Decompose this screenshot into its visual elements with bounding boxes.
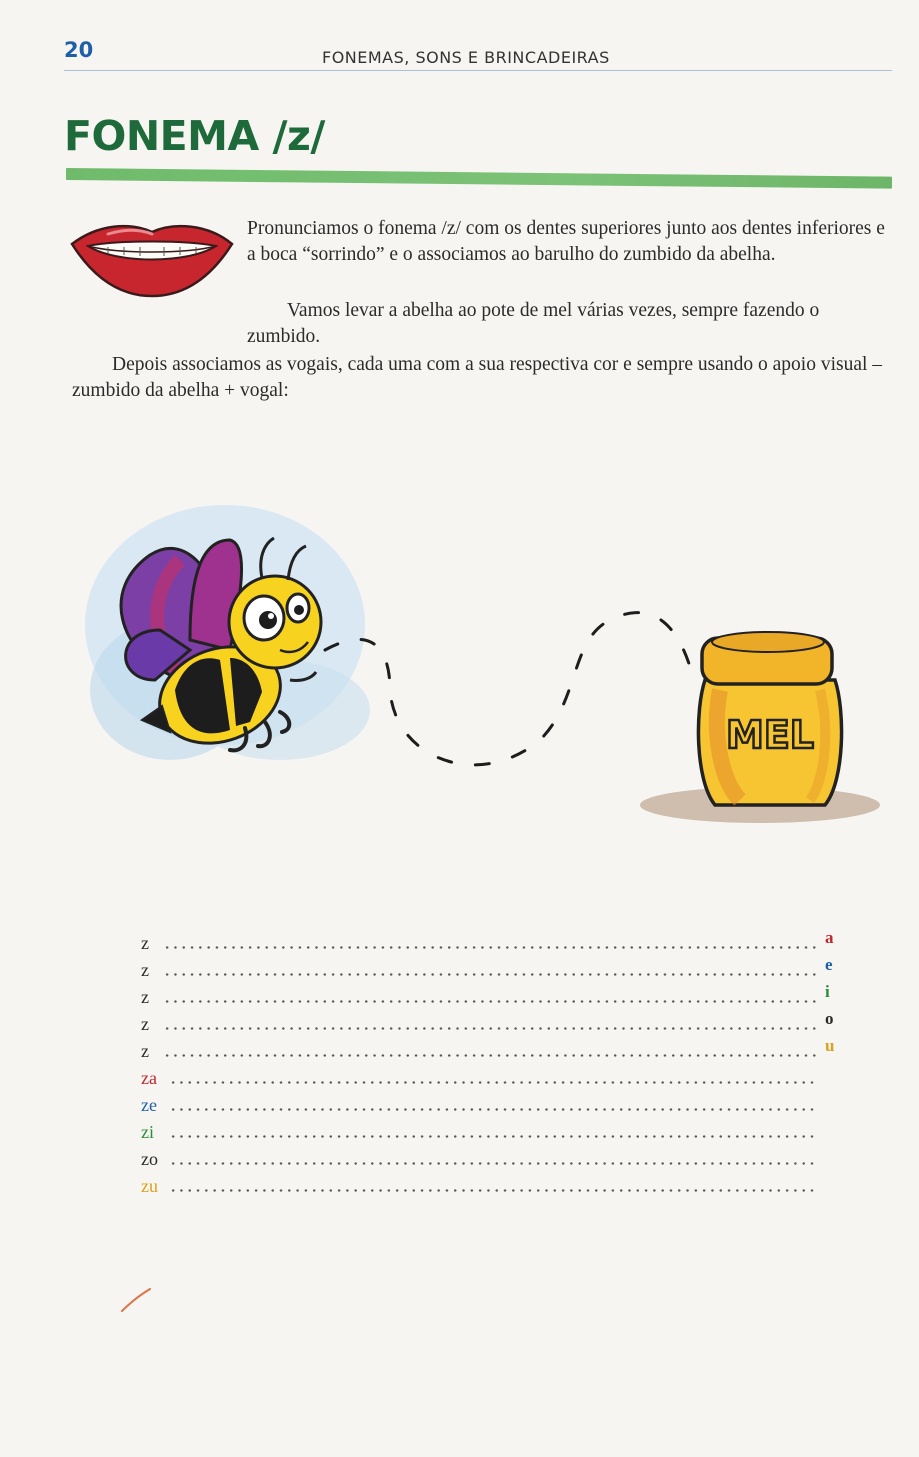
dotted-guide-line: [163, 946, 818, 949]
drill-row: [141, 957, 861, 984]
honey-jar-icon: [698, 632, 841, 805]
drill-vowel: o: [825, 1009, 834, 1028]
jar-label: MEL: [726, 713, 814, 757]
drill-prefix: zo: [141, 1149, 158, 1169]
drill-vowel: u: [825, 1036, 835, 1055]
page-number: 20: [64, 38, 94, 62]
drill-row: [141, 984, 861, 1011]
dotted-guide-line: [169, 1108, 817, 1111]
drill-prefix: z: [141, 960, 149, 980]
header-rule: [64, 70, 892, 71]
drill-prefix: z: [141, 1014, 149, 1034]
paragraph-vowel-association: Depois associamos as vogais, cada uma com a sua respectiva cor e sempre usando o apoio visual – zumbido da abelha + vogal:: [72, 354, 883, 401]
drill-prefix: za: [141, 1068, 157, 1088]
drill-row: [141, 1065, 861, 1092]
drill-prefix: z: [141, 1041, 149, 1061]
dotted-guide-line: [169, 1135, 817, 1138]
drill-row: [141, 930, 861, 957]
drill-prefix: ze: [141, 1095, 157, 1115]
flight-path: [325, 613, 695, 765]
drill-vowel: e: [825, 955, 833, 974]
drill-prefix: z: [141, 987, 149, 1007]
dotted-guide-line: [163, 1027, 818, 1030]
dotted-guide-line: [169, 1081, 817, 1084]
drill-row: [141, 1092, 861, 1119]
paragraph-pronunciation: Pronunciamos o fonema /z/ com os dentes superiores junto aos dentes inferiores e a boca “sorrindo” e o associamos ao barulho do zumbido da abelha.: [247, 218, 885, 265]
running-header: FONEMAS, SONS E BRINCADEIRAS: [322, 48, 610, 67]
dotted-guide-line: [163, 973, 818, 976]
drill-vowel: a: [825, 928, 834, 947]
drill-row: [141, 1119, 861, 1146]
drill-prefix: z: [141, 933, 149, 953]
drill-row: [141, 1173, 861, 1200]
smiling-lips-icon: [68, 220, 236, 298]
drill-row: [141, 1038, 861, 1065]
drill-vowel: i: [825, 982, 830, 1001]
dotted-guide-line: [163, 1054, 818, 1057]
drill-prefix: zu: [141, 1176, 158, 1196]
dotted-guide-line: [169, 1189, 817, 1192]
pen-stroke-mark: [118, 1285, 154, 1315]
dotted-guide-line: [163, 1000, 818, 1003]
drill-prefix: zi: [141, 1122, 154, 1142]
chapter-title: FONEMA /z/: [64, 112, 325, 160]
paragraph-bee-activity: Vamos levar a abelha ao pote de mel várias vezes, sempre fazendo o zumbido.: [247, 300, 820, 347]
bee-honey-illustration: [80, 460, 900, 870]
title-underline-bar: [66, 168, 892, 189]
drill-row: [141, 1011, 861, 1038]
drill-row: [141, 1146, 861, 1173]
dotted-guide-line: [169, 1162, 817, 1165]
